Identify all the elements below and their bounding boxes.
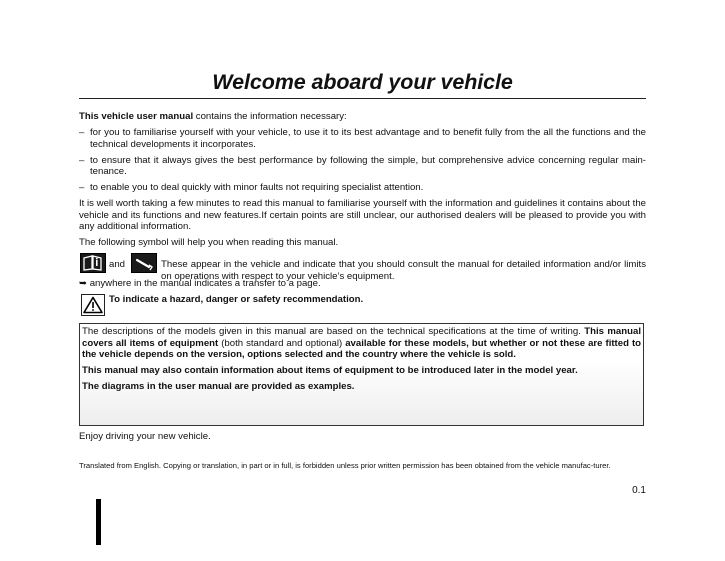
- info-text: (both standard and optional): [218, 337, 346, 349]
- symbol-paragraph: The following symbol will help you when reading this manual.: [79, 237, 339, 248]
- warning-triangle-icon: [81, 294, 105, 316]
- intro-paragraph: [79, 111, 646, 123]
- list-item: [79, 182, 646, 194]
- page-number: 0.1: [632, 485, 646, 496]
- info-box: [79, 323, 644, 426]
- info-paragraph-1: [82, 326, 641, 361]
- arrow-text: anywhere in the manual indicates a transfer to a page.: [89, 278, 321, 289]
- info-paragraph-3: [82, 381, 641, 393]
- section-marker-bar: [96, 499, 101, 545]
- footnote: [79, 461, 646, 471]
- list-item: [79, 127, 646, 150]
- page-title: Welcome aboard your vehicle: [212, 70, 513, 94]
- symbol-description: These appear in the vehicle and indicate that you should consult the manual for detailed information and/or limits on operations with respect to your vehicle’s equipment.: [161, 259, 646, 282]
- enjoy-text: Enjoy driving your new vehicle.: [79, 431, 211, 442]
- list-item-text: to enable you to deal quickly with minor faults not requiring specialist attention.: [90, 182, 424, 193]
- footnote-text: Translated from English. Copying or translation, in part or in full, is forbidden unless prior written permission has been obtained from the vehicle manufac-turer.: [79, 461, 611, 470]
- worth-paragraph: It is well worth taking a few minutes to read this manual to familiarise yourself with the information and guidelines it contains about the vehicle and its functions and new features.If certain points are still unclear, our authorised dealers will be pleased to provide you with any additional information.: [79, 198, 646, 232]
- page-transfer-arrow-icon: ➥: [79, 278, 88, 289]
- info-bold: available for these models, but whether or not these are fitted to the vehicle depends on the version, options selected and the country where the vehicle is sold.: [82, 337, 641, 360]
- info-bold: The diagrams in the user manual are provided as examples.: [82, 381, 355, 392]
- dash-bullet: –: [79, 154, 85, 166]
- info-bold: This manual covers all items of equipment: [82, 326, 641, 349]
- warning-text: To indicate a hazard, danger or safety recommendation.: [109, 293, 364, 305]
- manual-book-icon: [80, 253, 106, 273]
- body-text: [79, 111, 646, 314]
- dash-bullet: –: [79, 127, 85, 138]
- title-rule: [79, 98, 646, 99]
- info-paragraph-2: [82, 365, 641, 377]
- list-item: [79, 155, 646, 178]
- dash-bullet: –: [79, 182, 85, 193]
- info-text: The descriptions of the models given in this manual are based on the technical specifications at the time of writing.: [82, 326, 585, 337]
- info-bold: This manual may also contain information about items of equipment to be introduced later in the model year.: [82, 365, 578, 376]
- wrench-icon: [131, 253, 157, 273]
- intro-rest: contains the information necessary:: [193, 111, 347, 122]
- symbol-and: and: [109, 259, 126, 270]
- list-item-text: to ensure that it always gives the best performance by following the simple, but comprehensive advice concerning regular main-tenance.: [90, 154, 646, 177]
- warning-row: [79, 294, 646, 314]
- symbol-row: [79, 253, 646, 282]
- list-item-text: for you to familiarise yourself with your vehicle, to use it to its best advantage and to benefit fully from the all the functions and the technical developments it incorporates.: [90, 127, 646, 150]
- intro-bold: This vehicle user manual: [79, 111, 194, 122]
